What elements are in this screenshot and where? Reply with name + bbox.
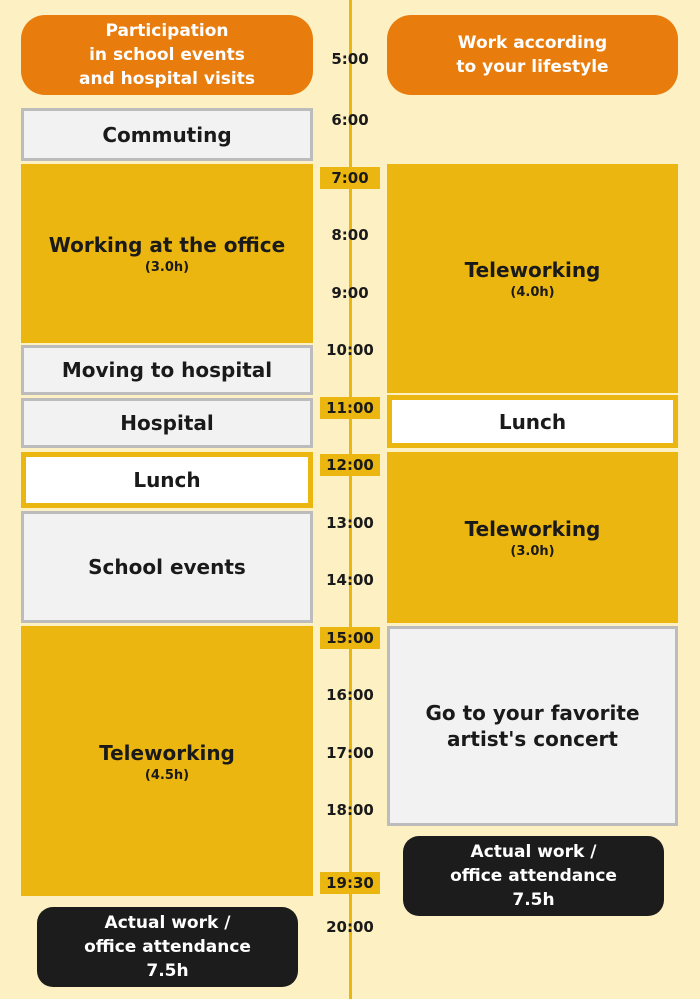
hospital-label: Hospital: [120, 411, 214, 435]
time-label: 15:00: [320, 627, 380, 649]
time-label: 12:00: [320, 454, 380, 476]
time-label: 6:00: [331, 111, 369, 129]
time-label: 10:00: [326, 341, 374, 359]
time-label: 14:00: [326, 571, 374, 589]
left-summary-line-1: Actual work /: [104, 913, 231, 933]
time-label: 20:00: [326, 918, 374, 936]
left-lunch-label: Lunch: [26, 457, 308, 503]
moving-to-hospital-block: [21, 345, 313, 395]
commuting-block: [21, 108, 313, 161]
right-teleworking-1-title: Teleworking: [464, 258, 601, 282]
concert-line-2: artist's concert: [447, 727, 618, 751]
time-label: 9:00: [331, 284, 369, 302]
right-summary-line-2: office attendance: [450, 866, 617, 886]
left-summary-line-2: office attendance: [84, 937, 251, 957]
time-label: 18:00: [326, 801, 374, 819]
right-teleworking-1-hours: (4.0h): [510, 285, 555, 300]
left-teleworking-block: [21, 626, 313, 896]
right-lunch-label: Lunch: [392, 400, 673, 443]
concert-block: [387, 626, 678, 826]
time-label: 8:00: [331, 226, 369, 244]
time-label: 16:00: [326, 686, 374, 704]
school-events-block: [21, 511, 313, 623]
time-label: 7:00: [320, 167, 380, 189]
right-summary-line-1: Actual work /: [470, 842, 597, 862]
right-header-line-2: to your lifestyle: [456, 57, 609, 77]
left-lunch-block: [21, 452, 313, 508]
right-lunch-block: [387, 395, 678, 448]
office-work-block: [21, 164, 313, 343]
left-summary-line-3: 7.5h: [146, 961, 189, 981]
right-teleworking-block-2: [387, 452, 678, 623]
right-header: [387, 15, 678, 95]
right-teleworking-block-1: [387, 164, 678, 393]
office-work-hours: (3.0h): [144, 260, 190, 275]
time-label: 17:00: [326, 744, 374, 762]
right-teleworking-2-hours: (3.0h): [510, 544, 555, 559]
left-header-line-3: and hospital visits: [78, 69, 255, 89]
left-teleworking-title: Teleworking: [99, 740, 235, 765]
left-header-line-1: Participation: [105, 21, 229, 41]
commuting-label: Commuting: [102, 122, 232, 147]
right-summary-badge: [403, 836, 664, 916]
right-header-line-1: Work according: [457, 33, 608, 53]
time-label: 5:00: [331, 50, 369, 68]
concert-line-1: Go to your favorite: [425, 701, 640, 725]
time-label: 11:00: [320, 397, 380, 419]
left-header-line-2: in school events: [89, 45, 245, 65]
office-work-title: Working at the office: [48, 233, 286, 257]
time-label: 13:00: [326, 514, 374, 532]
left-teleworking-hours: (4.5h): [144, 767, 190, 783]
school-events-label: School events: [88, 555, 246, 579]
left-summary-badge: [37, 907, 298, 987]
time-label: 19:30: [320, 872, 380, 894]
right-teleworking-2-title: Teleworking: [464, 517, 601, 541]
hospital-block: [21, 398, 313, 448]
right-summary-line-3: 7.5h: [512, 890, 555, 910]
moving-to-hospital-label: Moving to hospital: [61, 358, 273, 382]
left-header: [21, 15, 313, 95]
timeline-axis: [349, 0, 352, 999]
